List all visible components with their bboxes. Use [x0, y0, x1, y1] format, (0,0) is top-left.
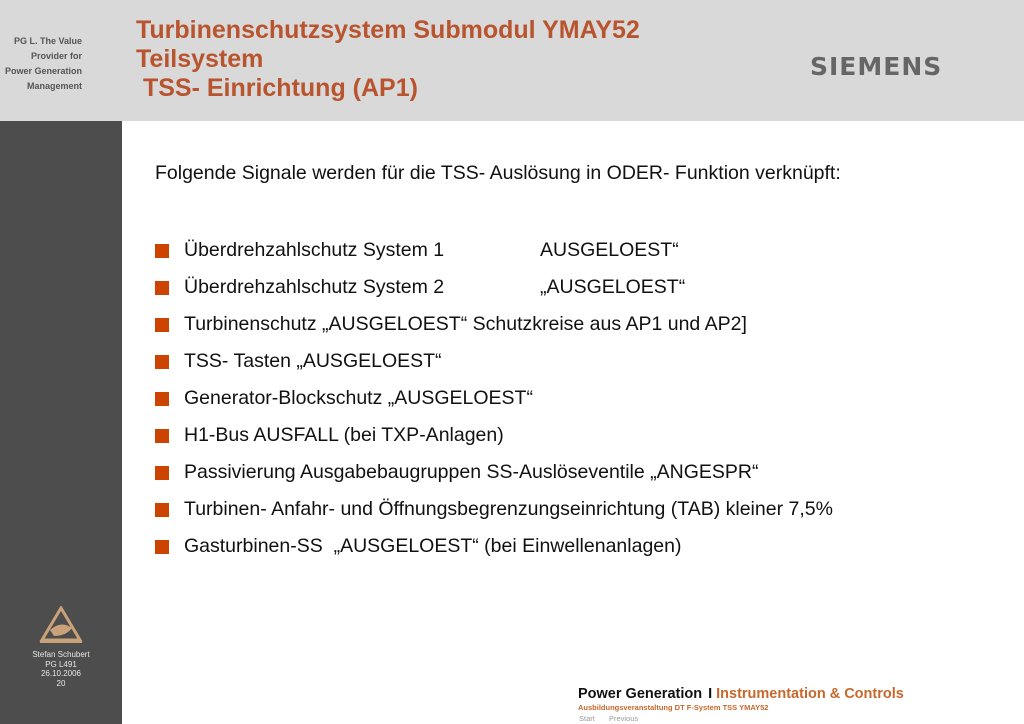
title-line: Teilsystem [136, 45, 264, 73]
bullet-text: Turbinenschutz „AUSGELOEST“ Schutzkreise aus AP1 und AP2] [184, 313, 747, 335]
bullet-text: H1-Bus AUSFALL (bei TXP-Anlagen) [184, 424, 504, 446]
list-item [155, 380, 833, 417]
organization-label [0, 34, 82, 94]
footer-subtitle: Ausbildungsveranstaltung DT F-System TSS YMAY52 [578, 703, 769, 712]
footer [578, 686, 904, 712]
org-line: Provider for [30, 51, 82, 61]
bullet-text: Überdrehzahlschutz System 1 [184, 239, 445, 261]
bullet-square-icon [155, 466, 169, 480]
footer-heading [578, 686, 904, 703]
bullet-square-icon [155, 318, 169, 332]
bullet-square-icon [155, 355, 169, 369]
author-date: 26.10.2006 [40, 669, 82, 678]
slide-nav [579, 714, 650, 723]
author-name: Stefan Schubert [32, 650, 90, 659]
org-line: Power Generation [4, 66, 82, 76]
bullet-square-icon [155, 540, 169, 554]
page-number: 20 [56, 678, 66, 688]
slide-content [155, 160, 1005, 557]
title-line: TSS- Einrichtung (AP1) [136, 74, 418, 102]
footer-separator: I [708, 686, 713, 702]
bullet-square-icon [155, 244, 169, 258]
bullet-square-icon [155, 392, 169, 406]
signal-list [155, 232, 833, 565]
org-line: PG L. The Value [13, 36, 82, 46]
org-line: Management [26, 81, 82, 91]
intro-text: Folgende Signale werden für die TSS- Auslösung in ODER- Funktion verknüpft: [155, 162, 841, 184]
slide-title [136, 16, 776, 103]
bullet-square-icon [155, 281, 169, 295]
author-department: PG L491 [45, 659, 77, 669]
author-info [0, 650, 122, 688]
bullet-text: Gasturbinen-SS „AUSGELOEST“ (bei Einwellenanlagen) [184, 535, 682, 557]
pg-triangle-logo-icon [36, 606, 86, 644]
bullet-square-icon [155, 503, 169, 517]
footer-power-generation: Power Generation [578, 686, 703, 702]
list-item [155, 306, 833, 343]
list-item [155, 454, 833, 491]
list-item [155, 417, 833, 454]
list-item [155, 528, 833, 565]
nav-previous-link[interactable]: Previous [608, 714, 639, 723]
bullet-status: AUSGELOEST“ [540, 239, 679, 261]
list-item [155, 269, 833, 306]
list-item [155, 491, 833, 528]
siemens-logo: SIEMENS [810, 52, 943, 81]
bullet-text: Turbinen- Anfahr- und Öffnungsbegrenzungseinrichtung (TAB) kleiner 7,5% [184, 498, 833, 520]
bullet-text: Passivierung Ausgabebaugruppen SS-Auslöseventile „ANGESPR“ [184, 461, 759, 483]
nav-start-link[interactable]: Start [579, 714, 595, 723]
bullet-status: „AUSGELOEST“ [540, 276, 686, 298]
bullet-text: Generator-Blockschutz „AUSGELOEST“ [184, 387, 533, 409]
title-line: Turbinenschutzsystem Submodul YMAY52 [136, 16, 640, 44]
bullet-text: TSS- Tasten „AUSGELOEST“ [184, 350, 442, 372]
list-item [155, 232, 833, 269]
bullet-text: Überdrehzahlschutz System 2 [184, 276, 445, 298]
footer-instrumentation: Instrumentation & Controls [716, 686, 904, 702]
list-item [155, 343, 833, 380]
bullet-square-icon [155, 429, 169, 443]
